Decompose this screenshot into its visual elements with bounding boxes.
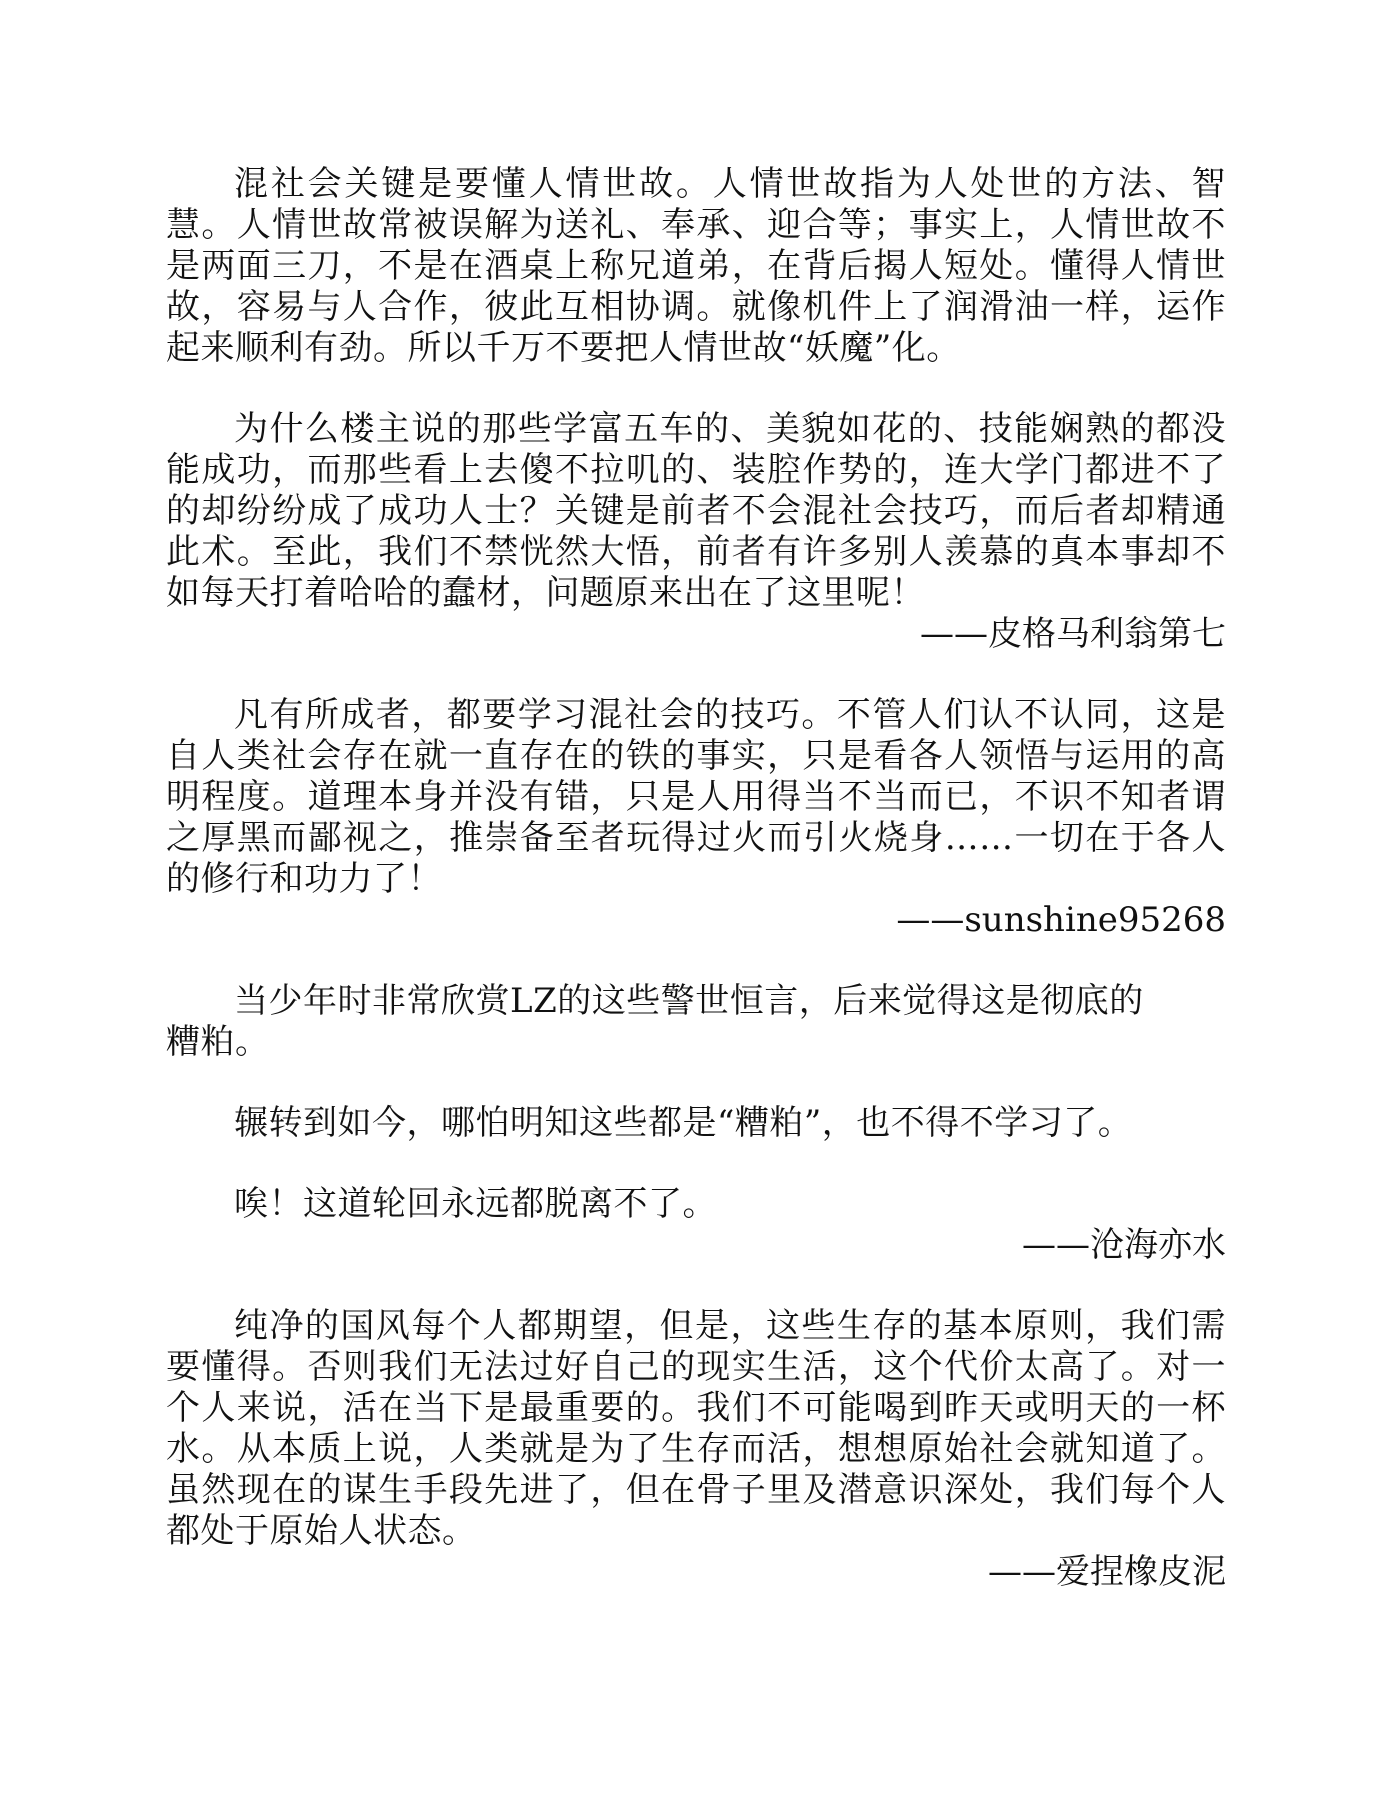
paragraph: 辗转到如今，哪怕明知这些都是“糟粕”，也不得不学习了。 <box>234 1103 1133 1143</box>
paragraph-gap <box>166 1063 1226 1103</box>
paragraph: 凡有所成者，都要学习混社会的技巧。不管人们认不认同，这是自人类社会存在就一直存在的铁的事实，只是看各人领悟与运用的高明程度。道理本身并没有错，只是人用得当不当而已，不识不知者谓之厚黑而鄙视之，推崇备至者玩得过火而引火烧身……一切在于各人的修行和功力了！ <box>166 695 1226 899</box>
paragraph-gap <box>166 941 1226 981</box>
paragraph: 当少年时非常欣赏LZ的这些警世恒言，后来觉得这是彻底的糟粕。 <box>166 981 1144 1062</box>
paragraph-gap <box>166 1266 1226 1306</box>
paragraph-gap <box>166 1144 1226 1184</box>
paragraph: 纯净的国风每个人都期望，但是，这些生存的基本原则，我们需要懂得。否则我们无法过好自己的现实生活，这个代价太高了。对一个人来说，活在当下是最重要的。我们不可能喝到昨天或明天的一杯水。从本质上说，人类就是为了生存而活，想想原始社会就知道了。虽然现在的谋生手段先进了，但在骨子里及潜意识深处，我们每个人都处于原始人状态。 <box>166 1306 1226 1551</box>
paragraph: 混社会关键是要懂人情世故。人情世故指为人处世的方法、智慧。人情世故常被误解为送礼、奉承、迎合等；事实上，人情世故不是两面三刀，不是在酒桌上称兄道弟，在背后揭人短处。懂得人情世故，容易与人合作，彼此互相协调。就像机件上了润滑油一样，运作起来顺利有劲。所以千万不要把人情世故“妖魔”化。 <box>166 164 1226 368</box>
document-page <box>166 164 1226 1593</box>
paragraph-gap <box>166 655 1226 695</box>
author-signature: ——sunshine95268 <box>896 900 1226 940</box>
paragraph-gap <box>166 369 1226 409</box>
author-signature: ——爱捏橡皮泥 <box>988 1552 1226 1592</box>
paragraph: 为什么楼主说的那些学富五车的、美貌如花的、技能娴熟的都没能成功，而那些看上去傻不拉叽的、装腔作势的，连大学门都进不了的却纷纷成了成功人士？关键是前者不会混社会技巧，而后者却精通此术。至此，我们不禁恍然大悟，前者有许多别人羡慕的真本事却不如每天打着哈哈的蠢材，问题原来出在了这里呢！ <box>166 409 1226 613</box>
author-signature: ——沧海亦水 <box>1022 1225 1226 1265</box>
author-signature: ——皮格马利翁第七 <box>920 614 1226 654</box>
paragraph: 唉！这道轮回永远都脱离不了。 <box>234 1184 717 1224</box>
